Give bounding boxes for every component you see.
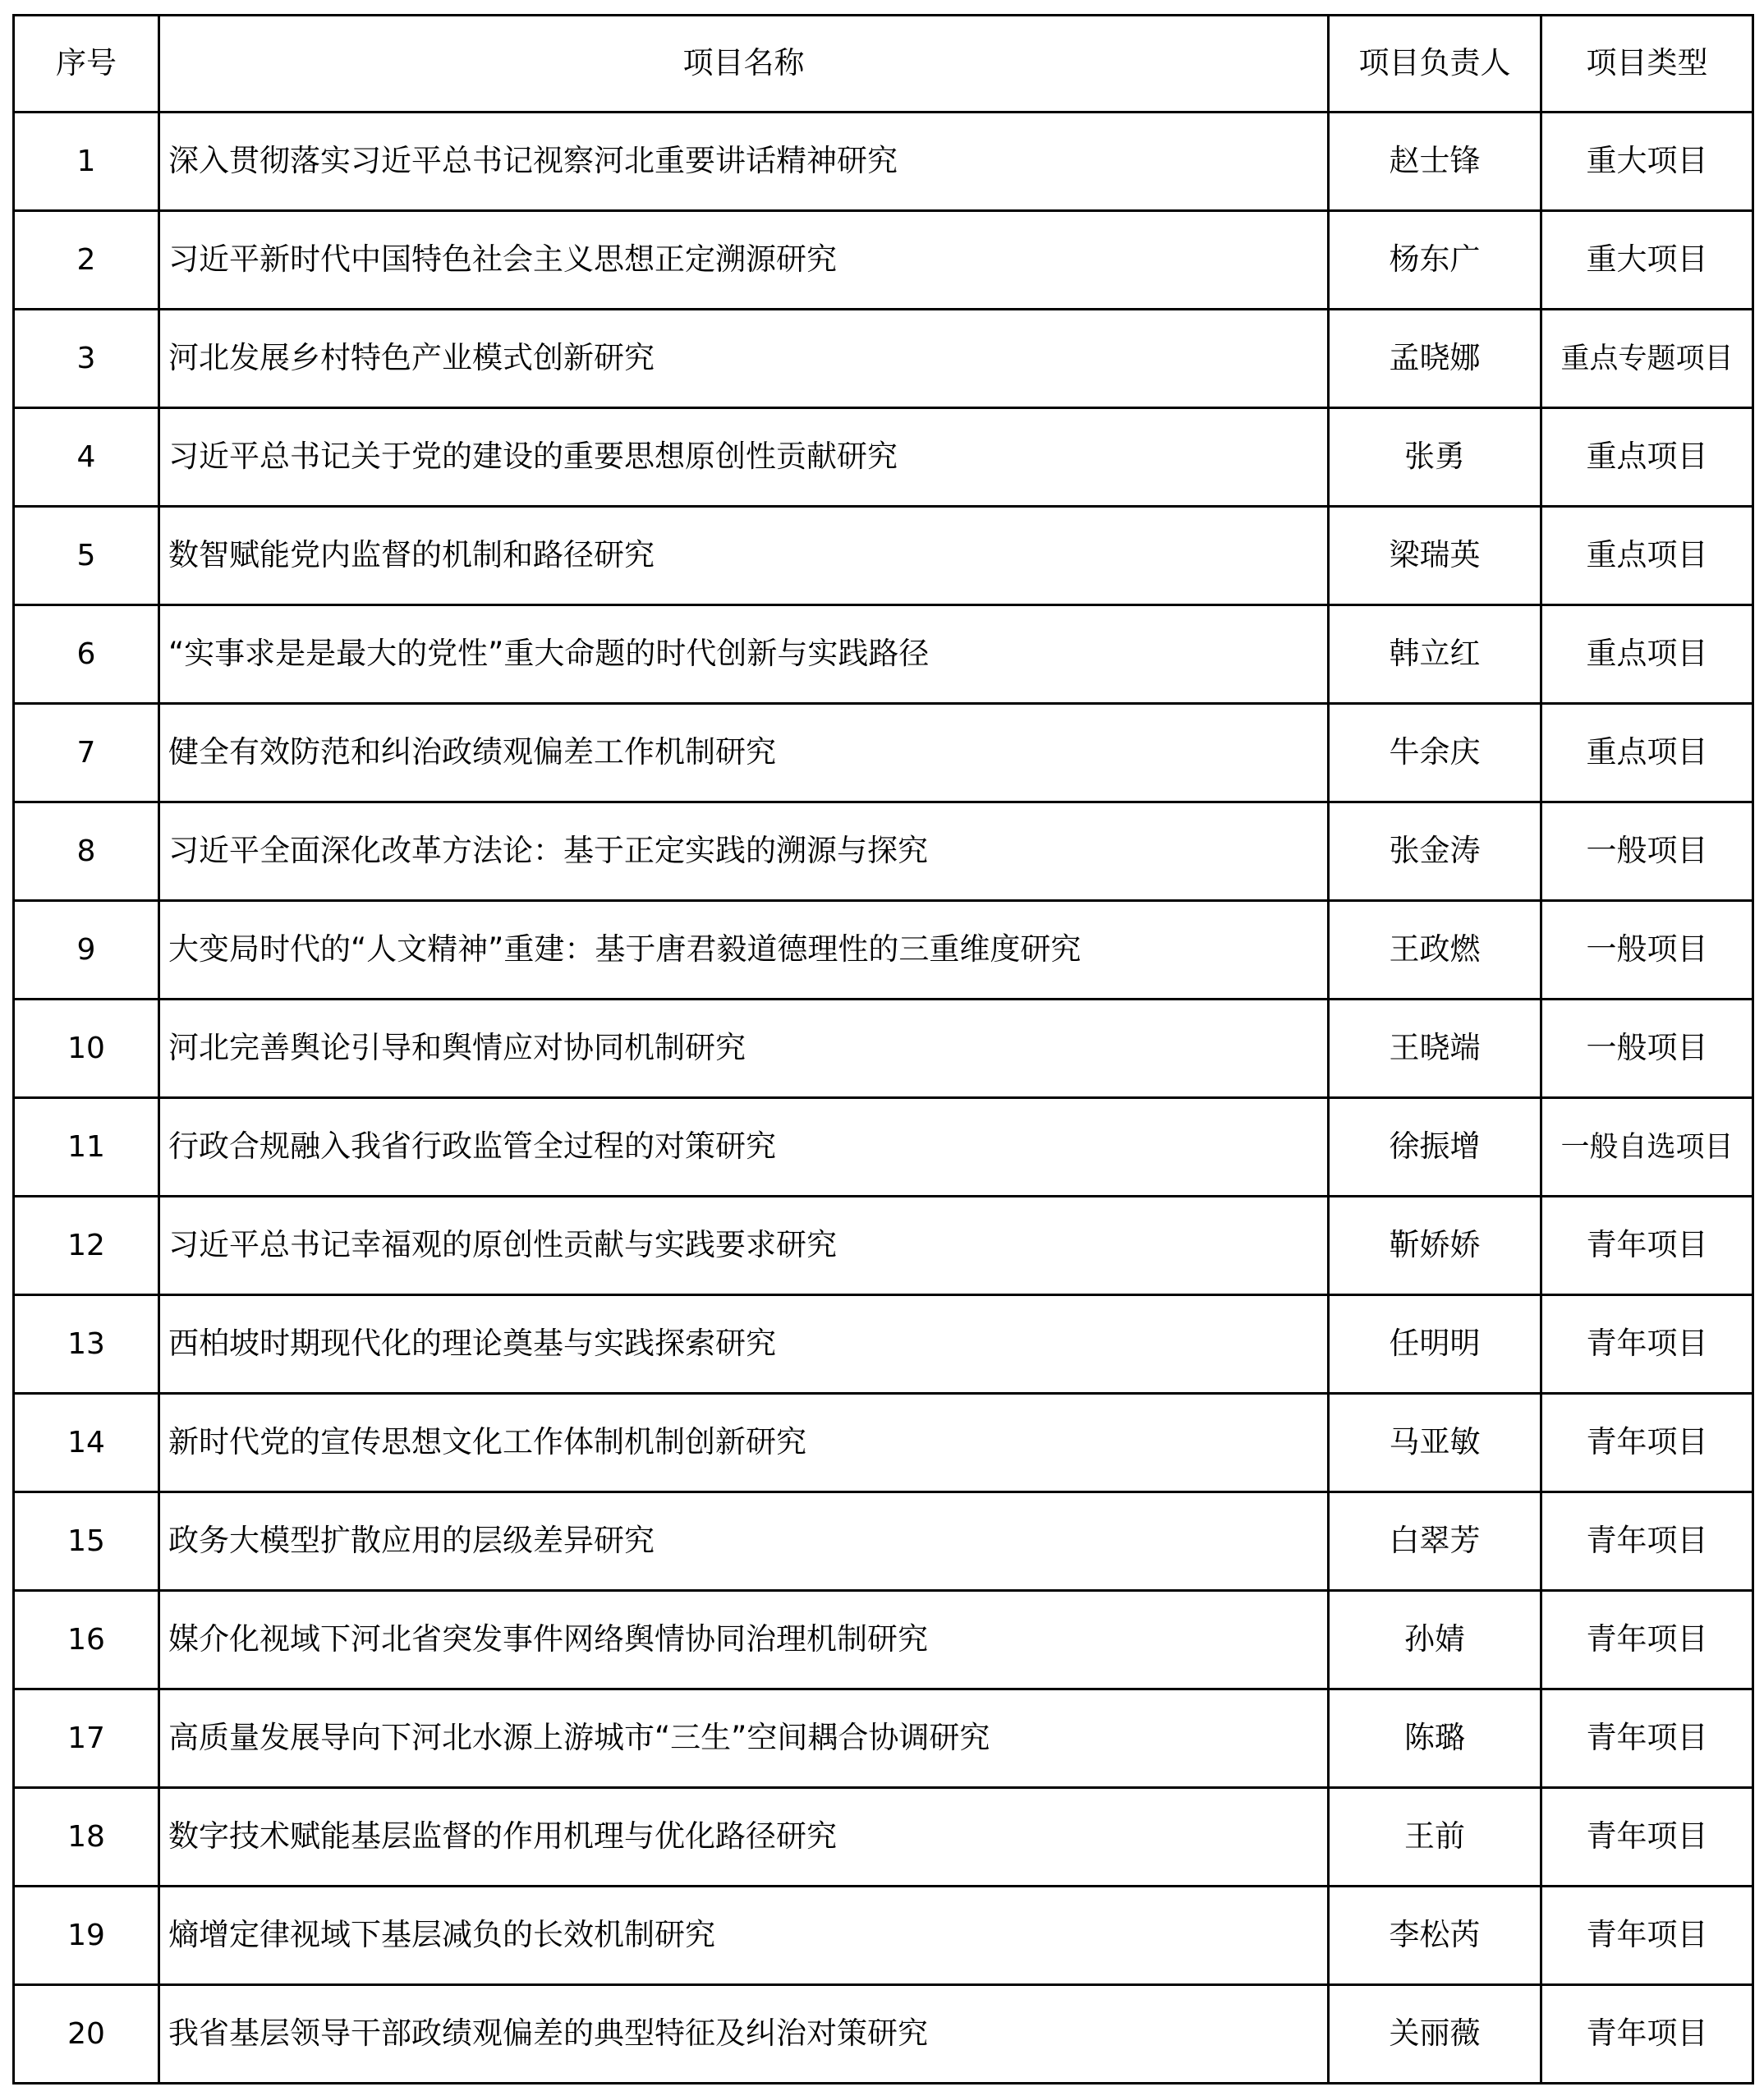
project-lead-cell: 王晓端 <box>1329 1000 1541 1098</box>
project-lead-cell: 李松芮 <box>1329 1887 1541 1985</box>
project-type-cell: 青年项目 <box>1541 1295 1753 1394</box>
project-type-cell: 重点项目 <box>1541 507 1753 605</box>
serial-number-cell: 8 <box>14 802 159 901</box>
project-lead-cell: 赵士锋 <box>1329 113 1541 211</box>
table-row <box>14 802 1753 901</box>
serial-number-cell: 4 <box>14 408 159 507</box>
serial-number-cell: 15 <box>14 1492 159 1591</box>
serial-number-cell: 14 <box>14 1394 159 1492</box>
project-name-cell: 熵增定律视域下基层减负的长效机制研究 <box>159 1887 1329 1985</box>
project-name-cell: 健全有效防范和纠治政绩观偏差工作机制研究 <box>159 704 1329 802</box>
serial-number-cell: 10 <box>14 1000 159 1098</box>
serial-number-cell: 13 <box>14 1295 159 1394</box>
project-lead-cell: 王前 <box>1329 1788 1541 1887</box>
project-name-cell: 数字技术赋能基层监督的作用机理与优化路径研究 <box>159 1788 1329 1887</box>
table-row <box>14 310 1753 408</box>
project-lead-cell: 任明明 <box>1329 1295 1541 1394</box>
project-lead-cell: 梁瑞英 <box>1329 507 1541 605</box>
table-row <box>14 408 1753 507</box>
table-header-row <box>14 16 1753 113</box>
project-name-cell: 习近平总书记幸福观的原创性贡献与实践要求研究 <box>159 1197 1329 1295</box>
serial-number-cell: 16 <box>14 1591 159 1689</box>
table-row <box>14 1689 1753 1788</box>
project-type-cell: 一般项目 <box>1541 1000 1753 1098</box>
serial-number-cell: 3 <box>14 310 159 408</box>
project-table-container <box>12 14 1754 2085</box>
serial-number-cell: 20 <box>14 1985 159 2084</box>
project-type-cell: 青年项目 <box>1541 1492 1753 1591</box>
table-row <box>14 507 1753 605</box>
project-name-cell: 我省基层领导干部政绩观偏差的典型特征及纠治对策研究 <box>159 1985 1329 2084</box>
table-row <box>14 1197 1753 1295</box>
serial-number-cell: 9 <box>14 901 159 1000</box>
table-row <box>14 113 1753 211</box>
project-lead-cell: 陈璐 <box>1329 1689 1541 1788</box>
table-row <box>14 211 1753 310</box>
serial-number-cell: 11 <box>14 1098 159 1197</box>
table-row <box>14 1985 1753 2084</box>
project-type-cell: 重大项目 <box>1541 113 1753 211</box>
project-type-cell: 一般自选项目 <box>1541 1098 1753 1197</box>
project-type-cell: 青年项目 <box>1541 1197 1753 1295</box>
project-table <box>12 14 1754 2085</box>
project-lead-cell: 靳娇娇 <box>1329 1197 1541 1295</box>
project-type-cell: 重大项目 <box>1541 211 1753 310</box>
table-row <box>14 1887 1753 1985</box>
project-lead-cell: 孟晓娜 <box>1329 310 1541 408</box>
project-type-cell: 青年项目 <box>1541 1689 1753 1788</box>
project-lead-cell: 杨东广 <box>1329 211 1541 310</box>
table-row <box>14 704 1753 802</box>
project-name-cell: 习近平总书记关于党的建设的重要思想原创性贡献研究 <box>159 408 1329 507</box>
serial-number-cell: 7 <box>14 704 159 802</box>
project-name-cell: 高质量发展导向下河北水源上游城市“三生”空间耦合协调研究 <box>159 1689 1329 1788</box>
project-name-cell: 新时代党的宣传思想文化工作体制机制创新研究 <box>159 1394 1329 1492</box>
table-row <box>14 1295 1753 1394</box>
serial-number-cell: 6 <box>14 605 159 704</box>
project-name-cell: 河北完善舆论引导和舆情应对协同机制研究 <box>159 1000 1329 1098</box>
project-name-cell: 深入贯彻落实习近平总书记视察河北重要讲话精神研究 <box>159 113 1329 211</box>
project-name-cell: 西柏坡时期现代化的理论奠基与实践探索研究 <box>159 1295 1329 1394</box>
project-name-cell: 数智赋能党内监督的机制和路径研究 <box>159 507 1329 605</box>
project-lead-cell: 王政燃 <box>1329 901 1541 1000</box>
serial-number-cell: 2 <box>14 211 159 310</box>
serial-number-cell: 5 <box>14 507 159 605</box>
table-row <box>14 1000 1753 1098</box>
project-type-cell: 青年项目 <box>1541 1788 1753 1887</box>
project-lead-cell: 张勇 <box>1329 408 1541 507</box>
project-type-cell: 重点项目 <box>1541 704 1753 802</box>
header-project-lead: 项目负责人 <box>1329 16 1541 113</box>
project-name-cell: 习近平全面深化改革方法论：基于正定实践的溯源与探究 <box>159 802 1329 901</box>
project-name-cell: 大变局时代的“人文精神”重建：基于唐君毅道德理性的三重维度研究 <box>159 901 1329 1000</box>
project-lead-cell: 牛余庆 <box>1329 704 1541 802</box>
table-row <box>14 1788 1753 1887</box>
project-name-cell: 习近平新时代中国特色社会主义思想正定溯源研究 <box>159 211 1329 310</box>
project-lead-cell: 马亚敏 <box>1329 1394 1541 1492</box>
table-row <box>14 1098 1753 1197</box>
serial-number-cell: 17 <box>14 1689 159 1788</box>
table-row <box>14 1492 1753 1591</box>
project-type-cell: 青年项目 <box>1541 1394 1753 1492</box>
table-row <box>14 605 1753 704</box>
serial-number-cell: 1 <box>14 113 159 211</box>
header-project-type: 项目类型 <box>1541 16 1753 113</box>
project-lead-cell: 韩立红 <box>1329 605 1541 704</box>
project-type-cell: 一般项目 <box>1541 802 1753 901</box>
project-type-cell: 青年项目 <box>1541 1591 1753 1689</box>
serial-number-cell: 19 <box>14 1887 159 1985</box>
project-name-cell: 河北发展乡村特色产业模式创新研究 <box>159 310 1329 408</box>
header-serial-number: 序号 <box>14 16 159 113</box>
project-lead-cell: 张金涛 <box>1329 802 1541 901</box>
serial-number-cell: 12 <box>14 1197 159 1295</box>
project-name-cell: 媒介化视域下河北省突发事件网络舆情协同治理机制研究 <box>159 1591 1329 1689</box>
project-name-cell: “实事求是是最大的党性”重大命题的时代创新与实践路径 <box>159 605 1329 704</box>
project-type-cell: 重点项目 <box>1541 408 1753 507</box>
table-row <box>14 901 1753 1000</box>
project-lead-cell: 白翠芳 <box>1329 1492 1541 1591</box>
project-type-cell: 青年项目 <box>1541 1887 1753 1985</box>
project-lead-cell: 关丽薇 <box>1329 1985 1541 2084</box>
header-project-name: 项目名称 <box>159 16 1329 113</box>
project-name-cell: 行政合规融入我省行政监管全过程的对策研究 <box>159 1098 1329 1197</box>
project-type-cell: 重点专题项目 <box>1541 310 1753 408</box>
project-name-cell: 政务大模型扩散应用的层级差异研究 <box>159 1492 1329 1591</box>
project-type-cell: 重点项目 <box>1541 605 1753 704</box>
project-type-cell: 一般项目 <box>1541 901 1753 1000</box>
project-lead-cell: 徐振增 <box>1329 1098 1541 1197</box>
table-row <box>14 1591 1753 1689</box>
project-lead-cell: 孙婧 <box>1329 1591 1541 1689</box>
table-row <box>14 1394 1753 1492</box>
project-type-cell: 青年项目 <box>1541 1985 1753 2084</box>
table-body <box>14 113 1753 2084</box>
serial-number-cell: 18 <box>14 1788 159 1887</box>
